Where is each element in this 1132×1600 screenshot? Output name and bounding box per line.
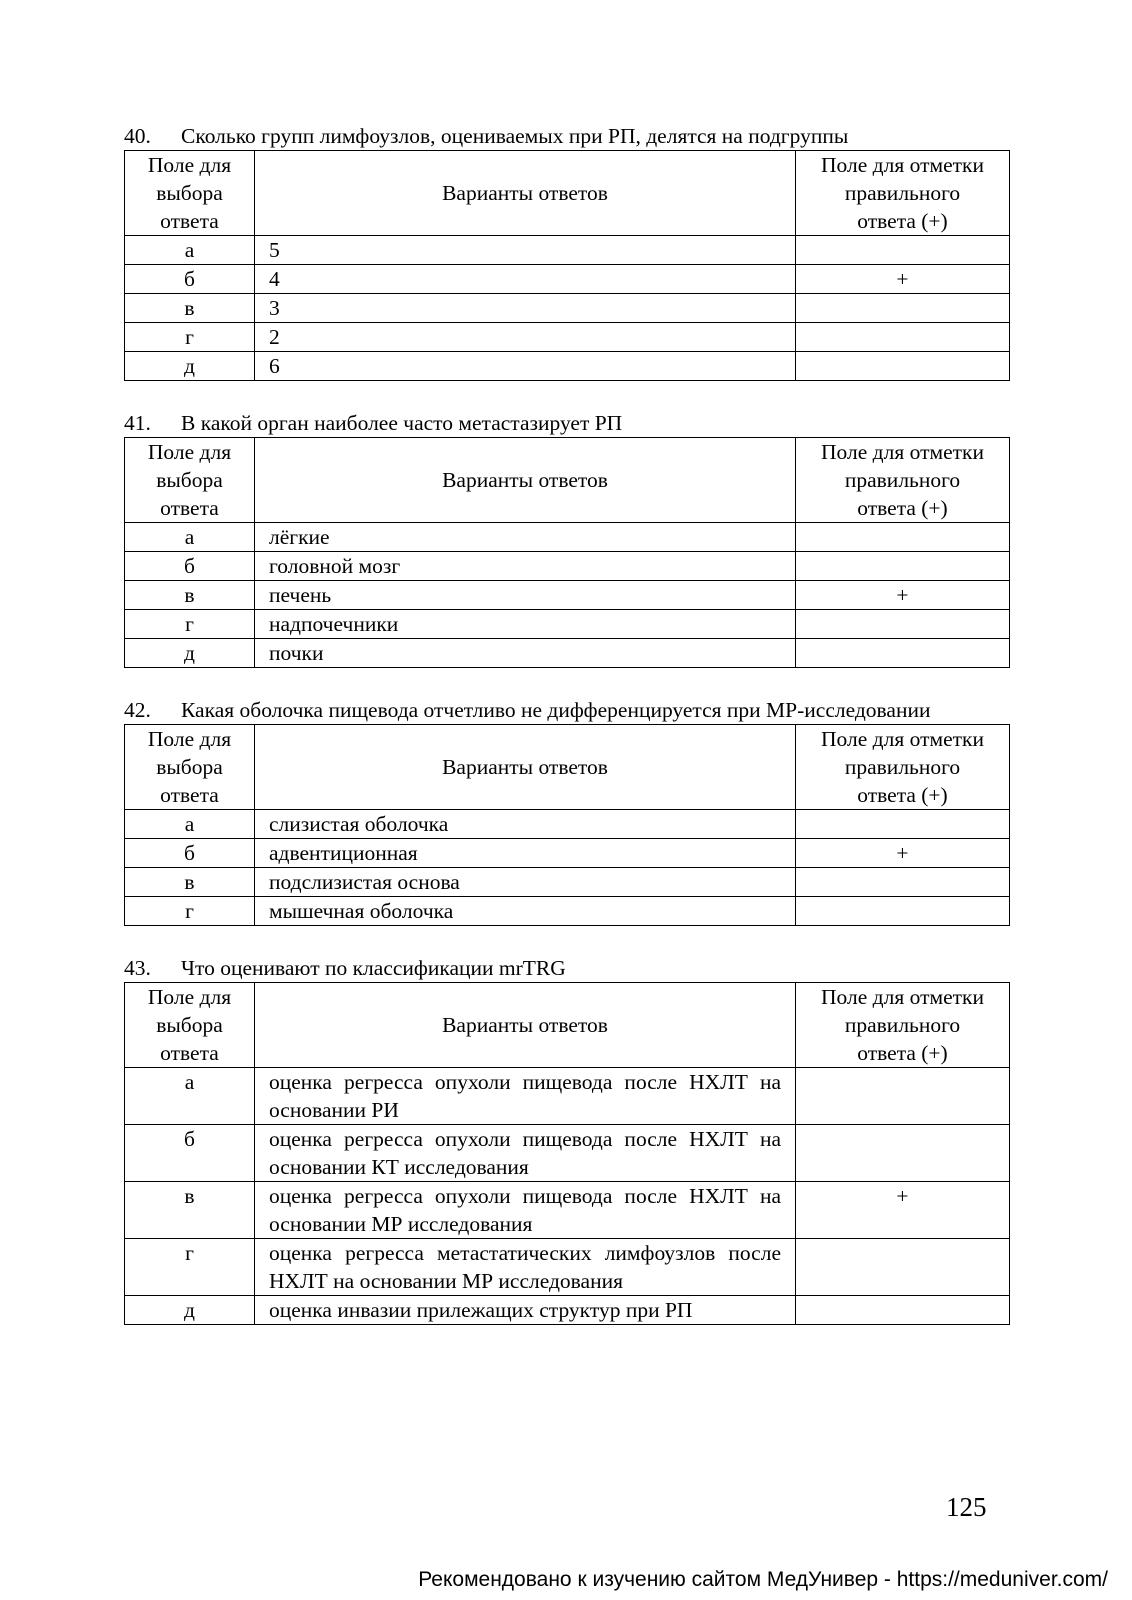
table-header-row xyxy=(125,983,1010,1068)
option-text: 5 xyxy=(255,236,796,265)
table-row xyxy=(125,868,1010,897)
option-letter: а xyxy=(125,1068,255,1125)
correct-mark: + xyxy=(796,1182,1010,1239)
option-letter: в xyxy=(125,868,255,897)
option-text: лёгкие xyxy=(255,523,796,552)
question-number: 40. xyxy=(124,124,151,148)
option-letter: б xyxy=(125,552,255,581)
document-page xyxy=(124,122,1010,1353)
answer-table xyxy=(124,982,1010,1325)
table-row xyxy=(125,236,1010,265)
option-text: оценка инвазии прилежащих структур при РП xyxy=(255,1296,796,1325)
option-text: мышечная оболочка xyxy=(255,897,796,926)
question-text: Что оценивают по классификации mrTRG xyxy=(181,956,566,980)
correct-mark xyxy=(796,868,1010,897)
option-text: 3 xyxy=(255,294,796,323)
table-row xyxy=(125,552,1010,581)
question-title xyxy=(124,696,1010,724)
header-choice-field: Поле для выбора ответа xyxy=(125,983,255,1068)
header-correct-mark: Поле для отметки правильного ответа (+) xyxy=(796,151,1010,236)
table-row xyxy=(125,1182,1010,1239)
table-row xyxy=(125,1239,1010,1296)
option-letter: б xyxy=(125,839,255,868)
table-header-row xyxy=(125,725,1010,810)
option-letter: а xyxy=(125,810,255,839)
option-text: оценка регресса опухоли пищевода после НХЛТ на основании РИ xyxy=(255,1068,796,1125)
table-row xyxy=(125,1068,1010,1125)
option-text: 2 xyxy=(255,323,796,352)
option-letter: б xyxy=(125,265,255,294)
option-text: оценка регресса опухоли пищевода после НХЛТ на основании КТ исследования xyxy=(255,1125,796,1182)
question-number: 41. xyxy=(124,411,151,435)
question-text: В какой орган наиболее часто метастазирует РП xyxy=(181,411,623,435)
option-text: оценка регресса опухоли пищевода после НХЛТ на основании МР исследования xyxy=(255,1182,796,1239)
answer-table xyxy=(124,437,1010,668)
header-answer-options: Варианты ответов xyxy=(255,151,796,236)
table-row xyxy=(125,352,1010,381)
option-letter: а xyxy=(125,523,255,552)
table-row xyxy=(125,810,1010,839)
table-row xyxy=(125,1296,1010,1325)
question-text: Сколько групп лимфоузлов, оцениваемых при РП, делятся на подгруппы xyxy=(181,124,849,148)
header-answer-options: Варианты ответов xyxy=(255,983,796,1068)
question-43 xyxy=(124,954,1010,1325)
correct-mark xyxy=(796,323,1010,352)
option-letter: г xyxy=(125,897,255,926)
option-text: 4 xyxy=(255,265,796,294)
table-row xyxy=(125,523,1010,552)
header-correct-mark: Поле для отметки правильного ответа (+) xyxy=(796,983,1010,1068)
correct-mark xyxy=(796,1125,1010,1182)
table-row xyxy=(125,897,1010,926)
table-row xyxy=(125,1125,1010,1182)
option-letter: д xyxy=(125,1296,255,1325)
header-choice-field: Поле для выбора ответа xyxy=(125,725,255,810)
option-text: адвентиционная xyxy=(255,839,796,868)
table-row xyxy=(125,265,1010,294)
option-letter: а xyxy=(125,236,255,265)
header-choice-field: Поле для выбора ответа xyxy=(125,151,255,236)
header-correct-mark: Поле для отметки правильного ответа (+) xyxy=(796,438,1010,523)
option-letter: в xyxy=(125,294,255,323)
question-42 xyxy=(124,696,1010,926)
table-row xyxy=(125,639,1010,668)
option-text: подслизистая основа xyxy=(255,868,796,897)
question-title xyxy=(124,122,1010,150)
correct-mark xyxy=(796,1296,1010,1325)
option-letter: г xyxy=(125,1239,255,1296)
option-letter: г xyxy=(125,323,255,352)
correct-mark xyxy=(796,639,1010,668)
correct-mark xyxy=(796,810,1010,839)
question-number: 42. xyxy=(124,698,151,722)
option-letter: д xyxy=(125,639,255,668)
table-row xyxy=(125,581,1010,610)
option-letter: в xyxy=(125,1182,255,1239)
header-answer-options: Варианты ответов xyxy=(255,438,796,523)
correct-mark: + xyxy=(796,265,1010,294)
table-row xyxy=(125,839,1010,868)
option-text: слизистая оболочка xyxy=(255,810,796,839)
page-number: 125 xyxy=(946,1492,987,1522)
correct-mark xyxy=(796,294,1010,323)
option-text: 6 xyxy=(255,352,796,381)
question-title xyxy=(124,409,1010,437)
correct-mark xyxy=(796,352,1010,381)
answer-table xyxy=(124,724,1010,926)
correct-mark xyxy=(796,1239,1010,1296)
option-text: почки xyxy=(255,639,796,668)
header-answer-options: Варианты ответов xyxy=(255,725,796,810)
option-text: печень xyxy=(255,581,796,610)
table-header-row xyxy=(125,151,1010,236)
correct-mark xyxy=(796,552,1010,581)
footer-recommendation: Рекомендовано к изучению сайтом МедУнивер - https://meduniver.com/ xyxy=(418,1568,1108,1591)
header-choice-field: Поле для выбора ответа xyxy=(125,438,255,523)
table-row xyxy=(125,610,1010,639)
question-title xyxy=(124,954,1010,982)
correct-mark: + xyxy=(796,839,1010,868)
table-row xyxy=(125,294,1010,323)
correct-mark: + xyxy=(796,581,1010,610)
option-letter: г xyxy=(125,610,255,639)
header-correct-mark: Поле для отметки правильного ответа (+) xyxy=(796,725,1010,810)
question-number: 43. xyxy=(124,956,151,980)
correct-mark xyxy=(796,523,1010,552)
question-40 xyxy=(124,122,1010,381)
question-41 xyxy=(124,409,1010,668)
option-letter: б xyxy=(125,1125,255,1182)
option-text: головной мозг xyxy=(255,552,796,581)
table-header-row xyxy=(125,438,1010,523)
question-text: Какая оболочка пищевода отчетливо не дифференцируется при МР-исследовании xyxy=(181,698,931,722)
option-text: надпочечники xyxy=(255,610,796,639)
answer-table xyxy=(124,150,1010,381)
correct-mark xyxy=(796,897,1010,926)
option-letter: д xyxy=(125,352,255,381)
option-letter: в xyxy=(125,581,255,610)
option-text: оценка регресса метастатических лимфоузлов после НХЛТ на основании МР исследования xyxy=(255,1239,796,1296)
correct-mark xyxy=(796,1068,1010,1125)
correct-mark xyxy=(796,610,1010,639)
correct-mark xyxy=(796,236,1010,265)
table-row xyxy=(125,323,1010,352)
